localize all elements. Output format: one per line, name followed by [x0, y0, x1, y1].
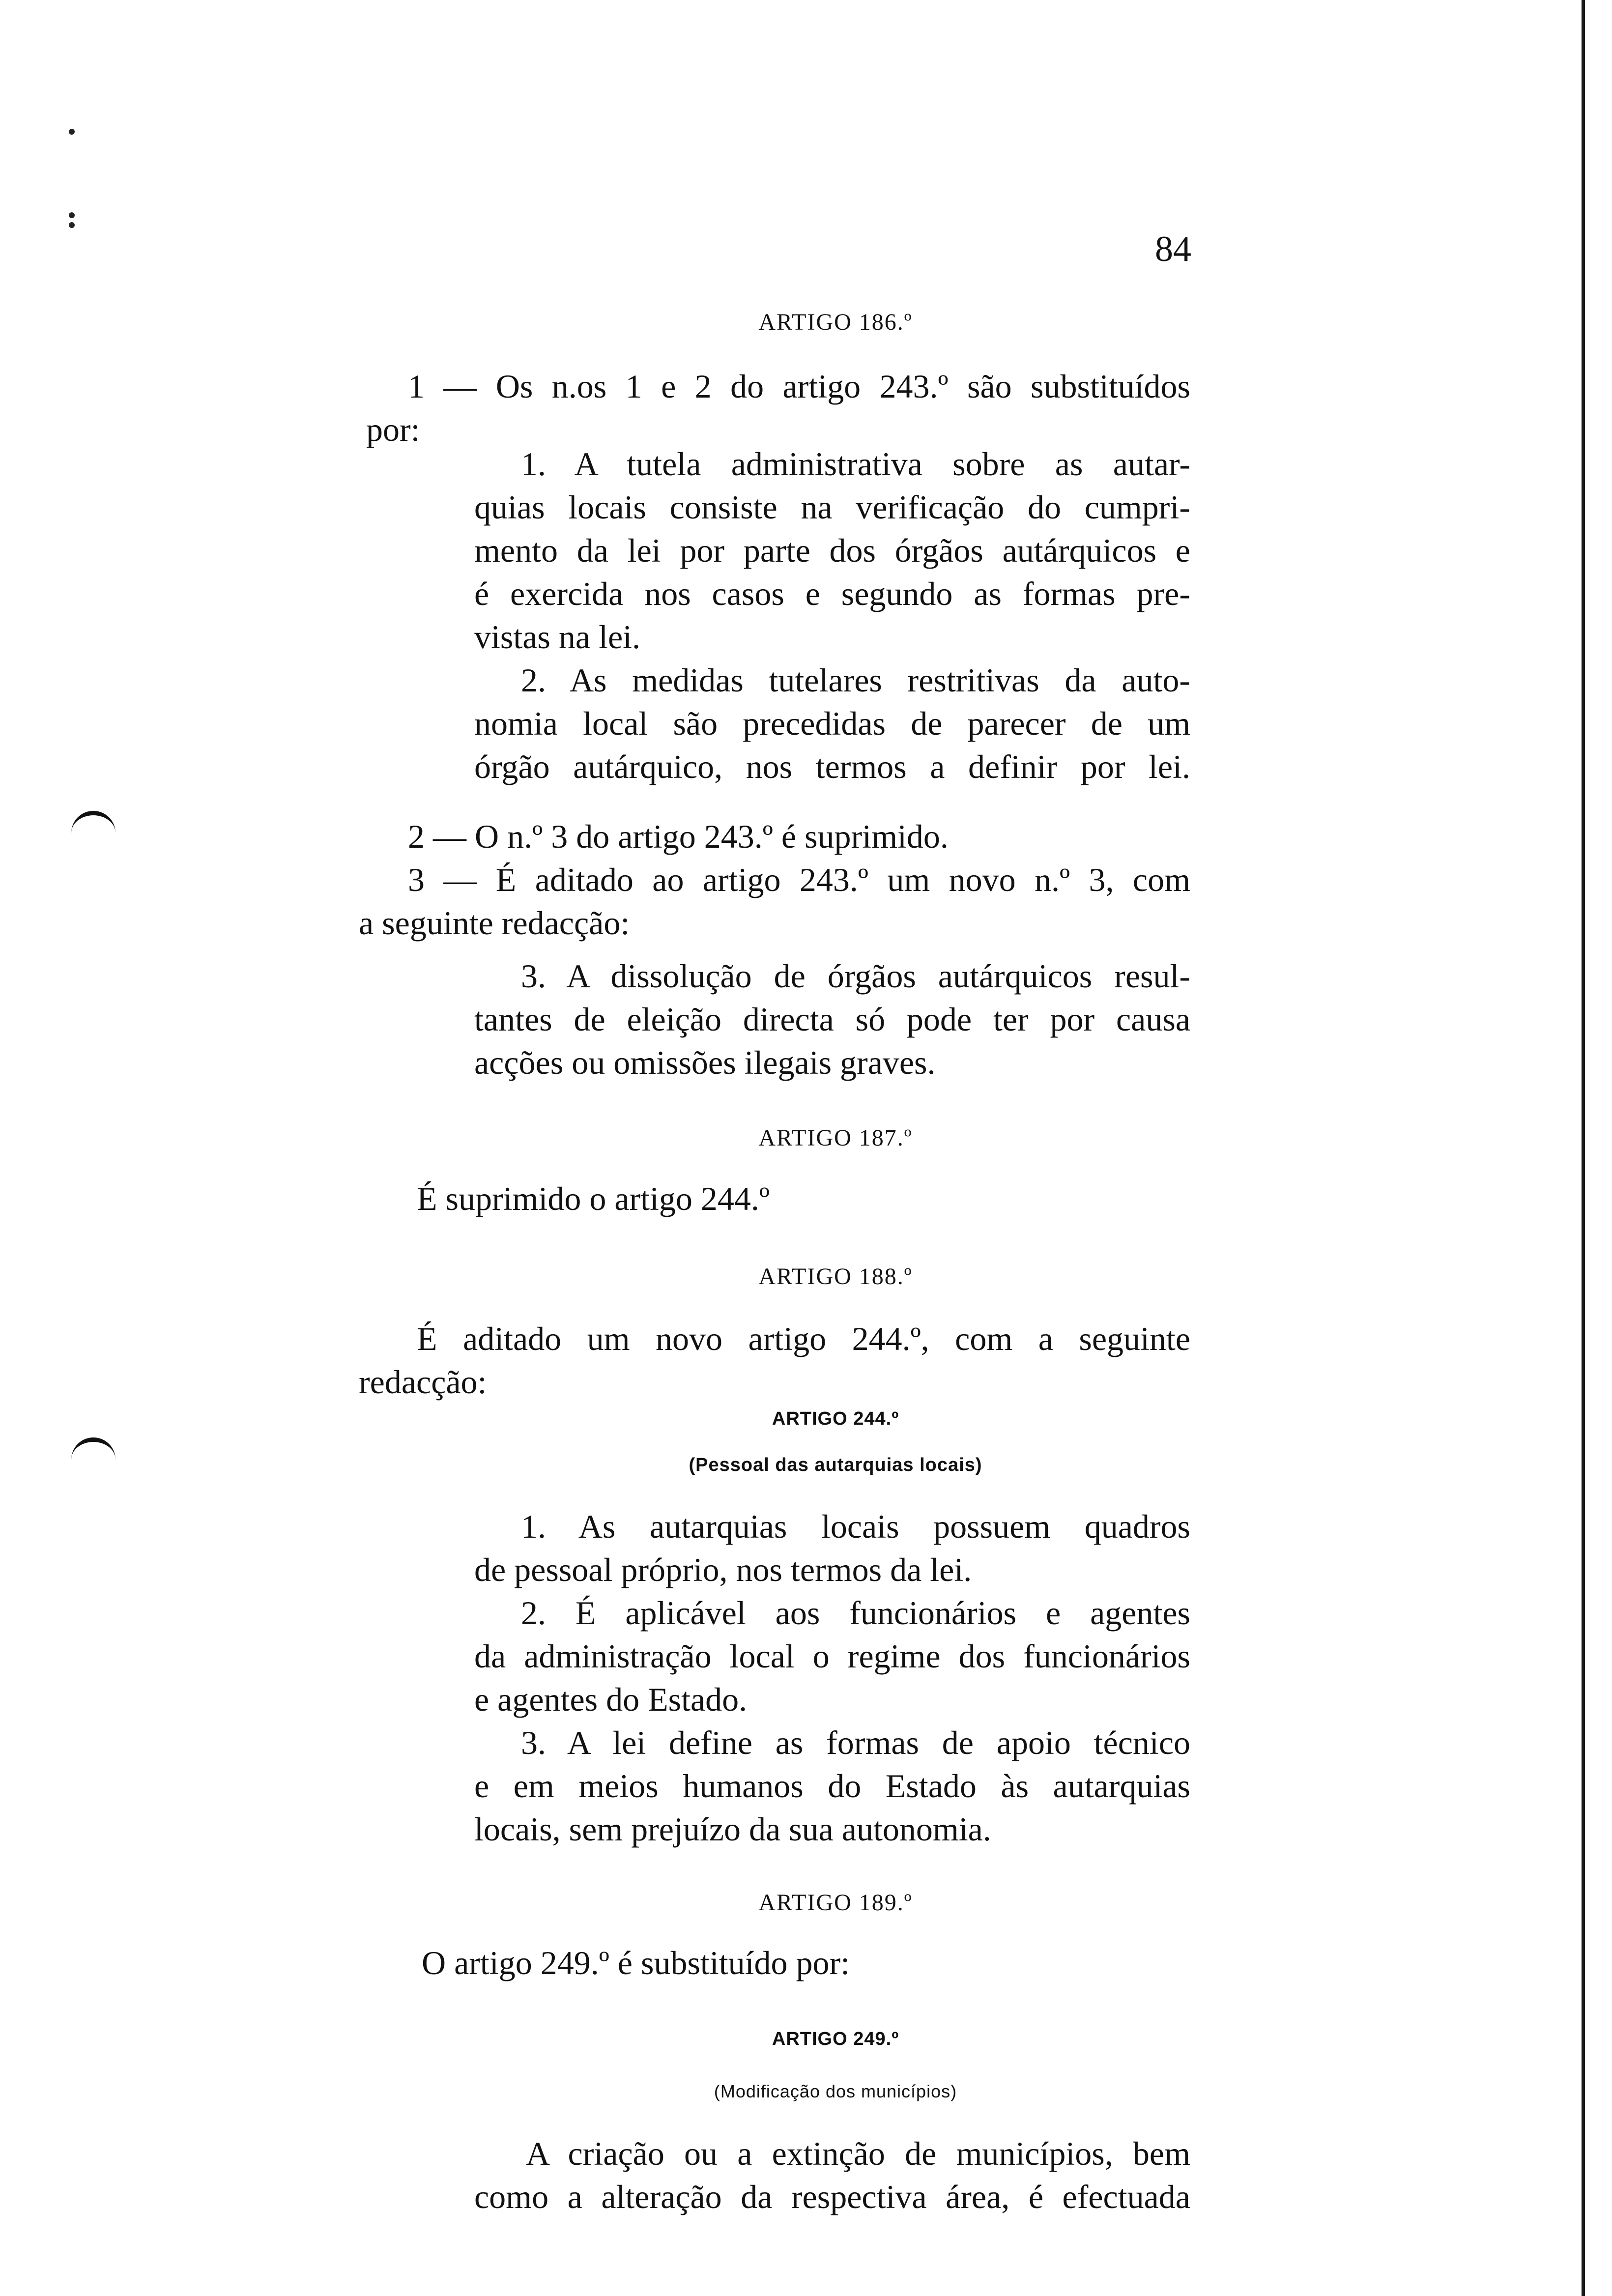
art244-subtitle: (Pessoal das autarquias locais)	[689, 1455, 982, 1475]
art186-quote3-line1: 3. A dissolução de órgãos autárquicos resul-	[521, 957, 1190, 995]
art186-quote1-line5: vistas na lei.	[474, 618, 641, 656]
article-186-heading: ARTIGO 186.º	[758, 309, 913, 335]
art189-text: O artigo 249.º é substituído por:	[422, 1944, 850, 1981]
art186-quote2-line3: órgão autárquico, nos termos a definir por lei.	[474, 748, 1190, 785]
art244-n2-line2: da administração local o regime dos funcionários	[474, 1637, 1190, 1675]
scan-speck	[69, 222, 75, 228]
art186-quote2-line1: 2. As medidas tutelares restritivas da auto-	[521, 661, 1190, 699]
art244-n1-line1: 1. As autarquias locais possuem quadros	[521, 1508, 1190, 1545]
article-189-heading: ARTIGO 189.º	[758, 1890, 913, 1916]
art244-n2-line3: e agentes do Estado.	[474, 1681, 748, 1718]
art186-para3-line1: 3 — É aditado ao artigo 243.º um novo n.º 3, com	[408, 861, 1190, 898]
article-187-heading: ARTIGO 187.º	[758, 1125, 913, 1151]
art186-quote1-line4: é exercida nos casos e segundo as formas pre-	[474, 575, 1190, 612]
scan-edge-line	[1582, 0, 1585, 2296]
art186-quote1-line3: mento da lei por parte dos órgãos autárquicos e	[474, 532, 1190, 569]
art244-n3-line1: 3. A lei define as formas de apoio técnico	[521, 1724, 1190, 1761]
art244-n2-line1: 2. É aplicável aos funcionários e agentes	[521, 1594, 1190, 1632]
art186-quote1-line2: quias locais consiste na verificação do cumpri-	[474, 488, 1190, 526]
art186-para2: 2 — O n.º 3 do artigo 243.º é suprimido.	[408, 818, 949, 855]
punch-hole-mark	[71, 1437, 115, 1462]
punch-hole-mark	[71, 811, 115, 835]
art186-quote3-line2: tantes de eleição directa só pode ter por causa	[474, 1001, 1190, 1038]
art188-text-line2: redacção:	[359, 1363, 487, 1401]
article-188-heading: ARTIGO 188.º	[758, 1263, 913, 1290]
art187-text: É suprimido o artigo 244.º	[417, 1180, 770, 1217]
page-number: 84	[1155, 229, 1191, 269]
art186-para1-line1: 1 — Os n.os 1 e 2 do artigo 243.º são substituídos	[408, 368, 1190, 405]
art249-line1: A criação ou a extinção de municípios, bem	[526, 2135, 1190, 2172]
scan-speck	[69, 129, 75, 135]
art249-subtitle: (Modificação dos municípios)	[714, 2081, 957, 2101]
art244-heading: ARTIGO 244.º	[772, 1408, 899, 1429]
art186-quote2-line2: nomia local são precedidas de parecer de um	[474, 705, 1190, 742]
art186-para1-line2: por:	[366, 411, 420, 448]
art249-line2: como a alteração da respectiva área, é efectuada	[474, 2178, 1190, 2215]
art186-quote3-line3: acções ou omissões ilegais graves.	[474, 1044, 936, 1081]
art244-n3-line2: e em meios humanos do Estado às autarquias	[474, 1767, 1190, 1805]
art188-text-line1: É aditado um novo artigo 244.º, com a seguinte	[417, 1320, 1190, 1357]
art186-para3-line2: a seguinte redacção:	[359, 904, 630, 942]
art249-heading: ARTIGO 249.º	[772, 2029, 899, 2049]
scan-speck	[69, 212, 75, 218]
art244-n1-line2: de pessoal próprio, nos termos da lei.	[474, 1551, 972, 1588]
art244-n3-line3: locais, sem prejuízo da sua autonomia.	[474, 1810, 991, 1848]
art186-quote1-line1: 1. A tutela administrativa sobre as autar-	[521, 445, 1190, 483]
